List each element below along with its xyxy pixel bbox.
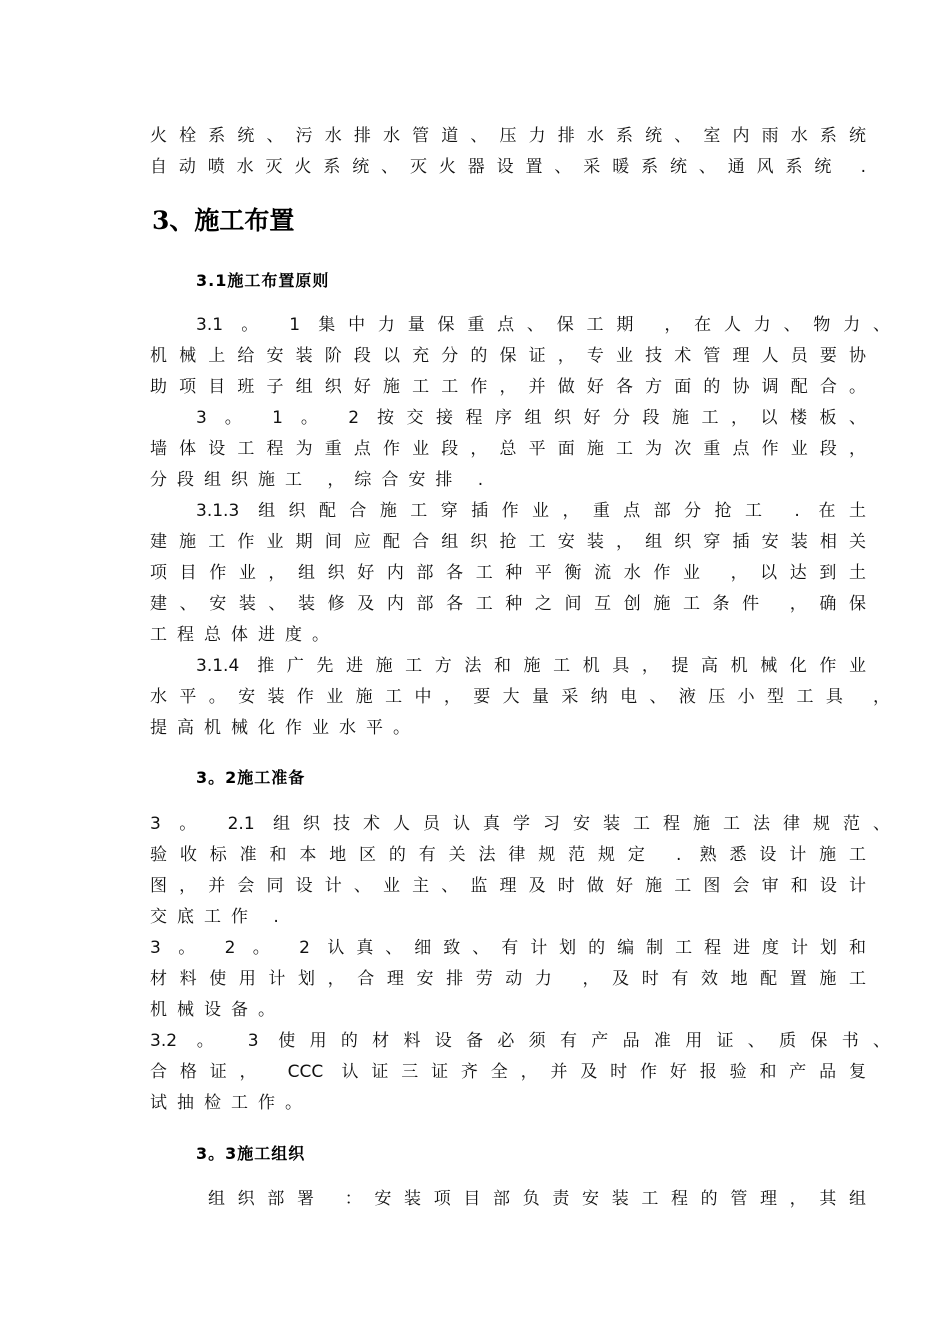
section-3-2-heading: 3。2施工准备 [196,768,306,787]
s31-line-9: 项目作业，组织好内部各工种平衡流水作业 ，以达到土 [150,563,866,583]
s32-line-4: 交底工作 . [150,907,289,927]
s32-line-5: 3 。 2 。 2 认真、细致、有计划的编制工程进度计划和 [150,938,866,958]
s31-line-4: 3 。 1 。 2 按交接程序组织好分段施工，以楼板、 [196,408,866,428]
s31-line-13: 水平。安装作业施工中，要大量采纳电、液压小型工具 ， [150,687,890,707]
intro-line-2: 自动喷水灭火系统、灭火器设置、采暖系统、通风系统 . [150,157,866,177]
intro-line-1: 火栓系统、污水排水管道、压力排水系统、室内雨水系统 [150,126,866,146]
s31-line-10: 建、安装、装修及内部各工种之间互创施工条件 ，确保 [150,594,866,614]
s31-line-2: 机械上给安装阶段以充分的保证，专业技术管理人员要协 [150,346,866,366]
s31-line-8: 建施工作业期间应配合组织抢工安装，组织穿插安装相关 [150,532,866,552]
section-3-heading: 3、施工布置 [152,206,295,235]
s32-line-6: 材料使用计划，合理安排劳动力 ，及时有效地配置施工 [150,969,866,989]
s32-line-1: 3 。 2.1 组织技术人员认真学习安装工程施工法律规范、 [150,814,890,834]
s32-line-2: 验收标准和本地区的有关法律规范规定 . 熟悉设计施工 [150,845,866,865]
s32-line-10: 试抽检工作。 [150,1093,312,1113]
s31-line-14: 提高机械化作业水平。 [150,718,420,738]
s32-line-3: 图，并会同设计、业主、监理及时做好施工图会审和设计 [150,876,866,896]
s33-line-1: 组织部署 ：安装项目部负责安装工程的管理，其组 [208,1189,866,1209]
section-3-3-heading: 3。3施工组织 [196,1144,306,1163]
s31-line-6: 分段组织施工 ，综合安排 . [150,470,494,490]
s31-line-3: 助项目班子组织好施工工作，并做好各方面的协调配合。 [150,377,866,397]
s32-line-7: 机械设备。 [150,1000,285,1020]
s31-line-7: 3.1.3 组织配合施工穿插作业，重点部分抢工 . 在土 [196,501,866,521]
s31-line-5: 墙体设工程为重点作业段，总平面施工为次重点作业段， [150,439,866,459]
s31-line-11: 工程总体进度。 [150,625,339,645]
s32-line-9: 合格证， CCC 认证三证齐全，并及时作好报验和产品复 [150,1062,866,1082]
s32-line-8: 3.2 。 3 使用的材料设备必须有产品准用证、质保书、 [150,1031,890,1051]
section-3-1-heading: 3.1施工布置原则 [196,271,330,290]
s31-line-12: 3.1.4 推广先进施工方法和施工机具，提高机械化作业 [196,656,866,676]
s31-line-1: 3.1 。 1 集中力量保重点、保工期 ，在人力、物力、 [196,315,890,335]
